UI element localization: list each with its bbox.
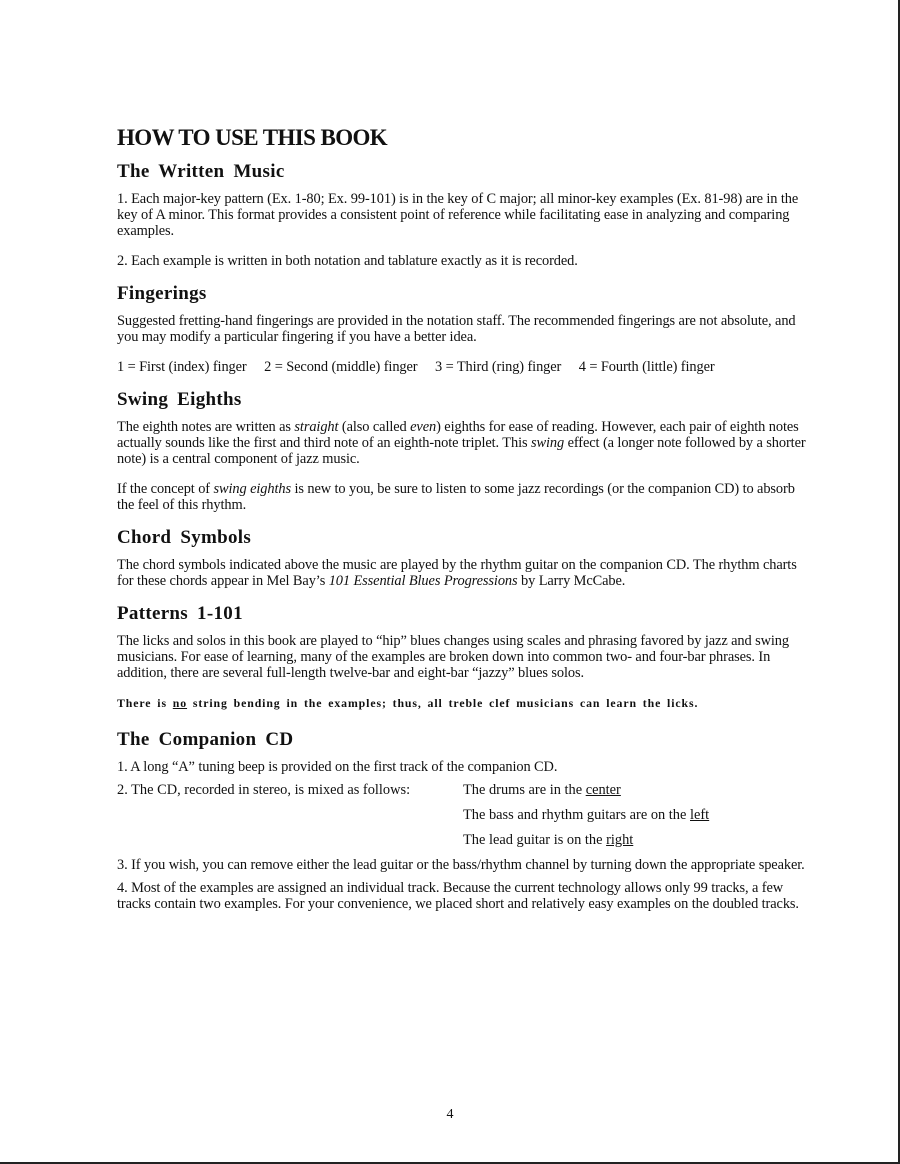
- cd-mix-list: [463, 782, 709, 857]
- finger-3: 3 = Third (ring) finger: [435, 359, 562, 375]
- finger-2: 2 = Second (middle) finger: [264, 359, 418, 375]
- heading-fingerings: Fingerings: [117, 283, 207, 304]
- written-music-paragraph-2: 2. Each example is written in both notation and tablature exactly as it is recorded.: [117, 253, 578, 269]
- cd-paragraph-4: 4. Most of the examples are assigned an individual track. Because the current technology allows only 99 tracks, a few tracks contain two examples. For your convenience, we placed short and relatively easy examples on the doubled tracks.: [117, 880, 799, 912]
- finger-1: 1 = First (index) finger: [117, 359, 247, 375]
- book-page: [117, 125, 812, 922]
- no-bending-note: There is no string bending in the examples; thus, all treble clef musicians can learn the licks.: [117, 696, 699, 710]
- swing-paragraph-1: The eighth notes are written as straight (also called even) eighths for ease of reading. However, each pair of eighth notes actually sounds like the first and third note of an eighth-note triplet. This swing effect (a longer note followed by a shorter note) is a central component of jazz music.: [117, 419, 806, 467]
- patterns-paragraph: The licks and solos in this book are played to “hip” blues changes using scales and phrasing favored by jazz and swing musicians. For ease of learning, many of the examples are broken down into common two- and four-bar phrases. In addition, there are several full-length twelve-bar and eight-bar “jazzy” blues solos.: [117, 633, 789, 681]
- mix-lead: The lead guitar is on the right: [463, 832, 634, 848]
- chord-symbols-paragraph: The chord symbols indicated above the music are played by the rhythm guitar on the companion CD. The rhythm charts for these chords appear in Mel Bay’s 101 Essential Blues Progressions by Larry McCabe.: [117, 557, 797, 589]
- finger-legend: [117, 359, 812, 375]
- section-fingerings: [117, 283, 812, 375]
- heading-companion-cd: The Companion CD: [117, 729, 294, 750]
- page-title: HOW TO USE THIS BOOK: [117, 125, 388, 150]
- section-patterns: [117, 603, 812, 711]
- cd-paragraph-3: 3. If you wish, you can remove either the lead guitar or the bass/rhythm channel by turning down the appropriate speaker.: [117, 857, 805, 873]
- mix-drums: The drums are in the center: [463, 782, 621, 798]
- heading-swing-eighths: Swing Eighths: [117, 389, 242, 410]
- heading-chord-symbols: Chord Symbols: [117, 527, 252, 548]
- heading-written-music: The Written Music: [117, 161, 285, 182]
- finger-4: 4 = Fourth (little) finger: [578, 359, 715, 375]
- fingerings-paragraph: Suggested fretting-hand fingerings are provided in the notation staff. The recommended fingerings are not absolute, and you may modify a particular fingering if you have a better idea.: [117, 313, 796, 345]
- section-chord-symbols: [117, 527, 812, 589]
- cd-paragraph-1: 1. A long “A” tuning beep is provided on the first track of the companion CD.: [117, 759, 558, 775]
- section-companion-cd: [117, 729, 812, 912]
- page-number: 4: [446, 1107, 454, 1122]
- mix-bass-rhythm: The bass and rhythm guitars are on the left: [463, 807, 710, 823]
- heading-patterns: Patterns 1-101: [117, 603, 243, 624]
- written-music-paragraph-1: 1. Each major-key pattern (Ex. 1-80; Ex. 99-101) is in the key of C major; all minor-key examples (Ex. 81-98) are in the key of A minor. This format provides a consistent point of reference while facilitating ease in analyzing and comparing examples.: [117, 191, 799, 239]
- swing-paragraph-2: If the concept of swing eighths is new to you, be sure to listen to some jazz recordings (or the companion CD) to absorb the feel of this rhythm.: [117, 481, 795, 513]
- cd-mix-row: [117, 782, 812, 857]
- cd-paragraph-2: 2. The CD, recorded in stereo, is mixed as follows:: [117, 782, 411, 798]
- section-swing-eighths: [117, 389, 812, 513]
- section-written-music: [117, 161, 812, 269]
